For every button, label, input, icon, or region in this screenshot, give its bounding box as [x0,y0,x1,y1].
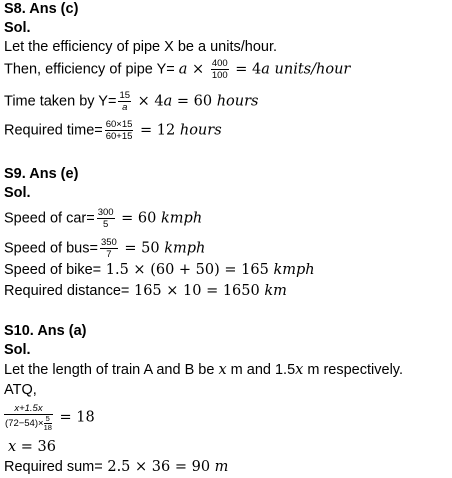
s9-bike-unit: kmph [273,262,315,278]
s9-car-line [4,207,202,230]
s10-line-1-x2: x [295,362,304,378]
s8-heading: S8. Ans (c) [4,1,79,17]
s9-car-prefix: Speed of car= [4,210,95,227]
s8-line-3-times: × 4 [133,93,164,110]
s9-distance-unit: km [264,283,287,299]
fraction-numerator: 60×15 [105,119,133,130]
s8-line-2-times: × [187,61,209,78]
s8-line-3-result: = 60 [172,93,217,110]
s9-bus-prefix: Speed of bus= [4,240,98,257]
s9-distance-math: 165 × 10 = 1650 [129,283,265,299]
fraction-denominator [4,415,53,432]
s10-line-1 [4,361,403,379]
s10-line-1-x: x [218,362,227,378]
s9-car-fraction [97,207,115,230]
s9-bike-line [4,261,315,279]
s8-line-3-prefix: Time taken by Y= [4,93,117,110]
s8-line-3-unit: hours [216,93,259,110]
s10-equation-rhs: = 18 [54,409,95,426]
s9-car-result: = 60 [116,210,161,227]
fraction-denominator: 100 [211,70,228,81]
fraction-denominator: 7 [106,249,112,260]
s10-inner-fraction [44,415,52,432]
s9-car-unit: kmph [161,210,203,227]
s8-line-3-var: a [163,93,173,110]
fraction-numerator: 350 [100,237,117,248]
s10-denominator-text: (72−54)× [5,418,44,430]
fraction-numerator: 5 [44,415,52,424]
s10-heading: S10. Ans (a) [4,323,87,339]
s9-bus-line [4,237,205,260]
s8-line-2-result: = 4 [230,61,262,78]
s8-line-3 [4,90,258,113]
s10-atq: ATQ, [4,382,37,398]
fraction-denominator: 18 [43,423,52,432]
s9-bike-math: 1.5 × (60 + 50) = 165 [101,262,274,278]
s8-fraction-15-a [118,90,131,113]
s8-line-2-prefix: Then, efficiency of pipe Y= [4,61,175,78]
s9-heading: S9. Ans (e) [4,166,79,182]
fraction-numerator: x+1.5x [4,403,53,415]
s8-line-4 [4,119,222,142]
s10-line-1-post: m respectively. [303,362,403,378]
s10-sol-label: Sol. [4,342,31,358]
s9-bike-prefix: Speed of bike= [4,262,102,278]
s8-line-4-prefix: Required time= [4,122,103,139]
fraction-denominator: 60+15 [105,131,133,142]
s10-sum-line [4,458,228,476]
s10-line-1-pre: Let the length of train A and B be [4,362,219,378]
s8-fraction-time [105,119,134,142]
s10-sum-prefix: Required sum= [4,459,103,475]
s10-x-line [4,438,56,456]
fraction-numerator: 300 [97,207,114,218]
s10-sum-unit: m [214,459,229,475]
s9-bus-result: = 50 [119,240,165,257]
s8-line-1: Let the efficiency of pipe X be a units/hour. [4,39,278,55]
s10-x-value: = 36 [16,439,57,455]
s10-x-var: x [8,439,17,455]
s9-bus-fraction [100,237,118,260]
s8-line-4-unit: hours [179,122,222,139]
fraction-denominator: a [122,102,128,113]
s10-equation [4,403,95,432]
s8-line-2 [4,58,350,81]
s9-bus-unit: kmph [164,240,206,257]
fraction-numerator: 400 [211,58,228,69]
s10-main-fraction [4,403,53,432]
s8-line-2-unit: a units/hour [261,61,351,78]
s9-distance-prefix: Required distance= [4,283,130,299]
s9-sol-label: Sol. [4,185,31,201]
fraction-denominator: 5 [102,219,109,230]
fraction-numerator: 15 [119,90,131,101]
s8-fraction-400-100 [211,58,229,81]
s10-line-1-mid: m and 1.5 [226,362,296,378]
s8-line-4-result: = 12 [135,122,180,139]
s9-distance-line [4,282,287,300]
s10-sum-math: 2.5 × 36 = 90 [102,459,215,475]
s8-line-2-var: a [178,61,188,78]
s8-sol-label: Sol. [4,20,31,36]
